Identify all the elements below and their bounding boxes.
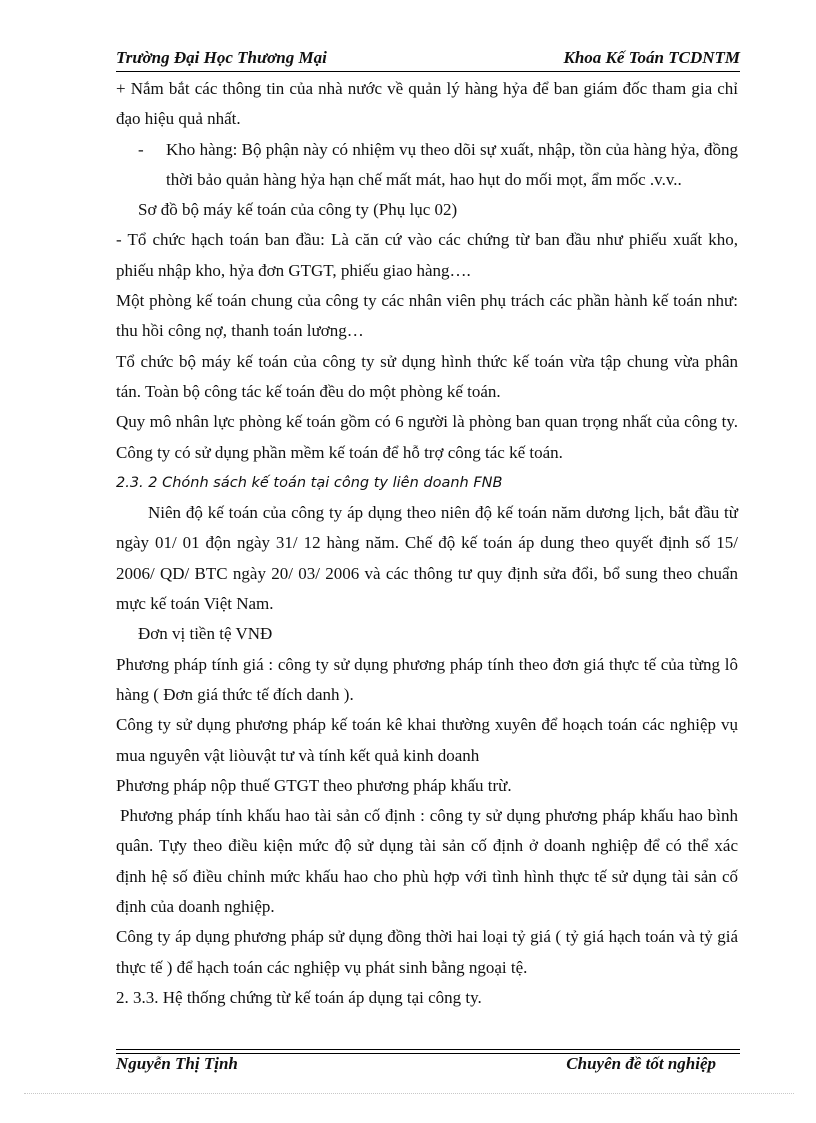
document-body (116, 74, 738, 1013)
paragraph-pricing-method: Phương pháp tính giá : công ty sử dụng phương pháp tính theo đơn giá thực tế của từng lô hàng ( Đơn giá thức tế đích danh ). (116, 654, 738, 704)
paragraph-org-structure: Tổ chức bộ máy kế toán của công ty sử dụng hình thức kế toán vừa tập chung vừa phân tán. Toàn bộ công tác kế toán đều do một phòng kế toán. (116, 351, 738, 401)
header-rule (116, 71, 740, 72)
list-dash: - (138, 139, 144, 159)
header-school-name: Trường Đại Học Thương Mại (116, 48, 327, 67)
paragraph-inventory-method: Công ty sử dụng phương pháp kế toán kê khai thường xuyên để hoạch toán các nghiệp vụ mua nguyên vật liòuvật tư và tính kết quả kinh doanh (116, 715, 738, 765)
paragraph-accounting-dept: Một phòng kế toán chung của công ty các nhân viên phụ trách các phần hành kế toán như: thu hồi công nợ, thanh toán lương… (116, 291, 738, 341)
footer-author-name: Nguyễn Thị Tịnh (116, 1054, 238, 1073)
page-footer (116, 1054, 716, 1078)
paragraph-initial-accounting: - Tổ chức hạch toán ban đầu: Là căn cứ vào các chứng từ ban đầu như phiếu xuất kho, phiếu nhập kho, hỷa đơn GTGT, phiếu giao hàng…. (116, 230, 738, 280)
header-faculty-name: Khoa Kế Toán TCDNTM (563, 48, 740, 67)
section-heading-vouchers: 2. 3.3. Hệ thống chứng từ kế toán áp dụng tại công ty. (116, 987, 482, 1007)
paragraph-org-chart-ref: Sơ đồ bộ máy kế toán của công ty (Phụ lục 02) (138, 200, 458, 220)
paragraph-exchange-rate: Công ty áp dụng phương pháp sử dụng đồng thời hai loại tỷ giá ( tỷ giá hạch toán và tỷ giá thực tế ) để hạch toán các nghiệp vụ phát sinh bằng ngoại tệ. (116, 927, 738, 977)
paragraph-depreciation: Phương pháp tính khấu hao tài sản cố định : công ty sử dụng phương pháp khấu hao bình quân. Tựy theo điều kiện mức độ sử dụng tài sản cố định ở doanh nghiệp để có thể xác định hệ số điều chỉnh mức khấu hao cho phù hợp với tình hình thực tế sử dụng tài sản cố định của doanh nghiệp. (116, 806, 738, 917)
section-heading-accounting-policy: 2.3. 2 Chónh sách kế toán tại công ty liên doanh FNB (116, 474, 503, 491)
paragraph-fiscal-year: Niên độ kế toán của công ty áp dụng theo niên độ kế toán năm dương lịch, bắt đầu từ ngày 01/ 01 độn ngày 31/ 12 hàng năm. Chế độ kế toán áp dung theo quyết định số 15/ 2006/ QD/ BTC ngày 20/ 03/ 2006 và các thông tư quy định sửa đổi, bổ sung theo chuẩn mực kế toán Việt Nam. (116, 503, 738, 614)
paragraph-staff-size: Quy mô nhân lực phòng kế toán gồm có 6 người là phòng ban quan trọng nhất của công ty. Công ty có sử dụng phần mềm kế toán để hỗ trợ công tác kế toán. (116, 412, 738, 462)
paragraph-vat-method: Phương pháp nộp thuế GTGT theo phương pháp khấu trừ. (116, 775, 512, 795)
page-header (116, 48, 740, 72)
footer-thesis-title: Chuyên đề tốt nghiệp (566, 1054, 716, 1073)
list-item-warehouse-text: Kho hàng: Bộ phận này có nhiệm vụ theo dõi sự xuất, nhập, tồn của hàng hỷa, đồng thời bảo quản hàng hỷa hạn chế mất mát, hao hụt do mối mọt, ẩm mốc .v.v.. (166, 139, 738, 189)
list-item-warehouse (116, 135, 738, 196)
paragraph-management-info: + Nắm bắt các thông tin của nhà nước về quản lý hàng hỷa để ban giám đốc tham gia chỉ đạo hiệu quả nhất. (116, 79, 738, 129)
footer-rule-top (116, 1049, 740, 1050)
paragraph-currency: Đơn vị tiền tệ VNĐ (138, 624, 273, 644)
page-bottom-edge (24, 1093, 794, 1094)
